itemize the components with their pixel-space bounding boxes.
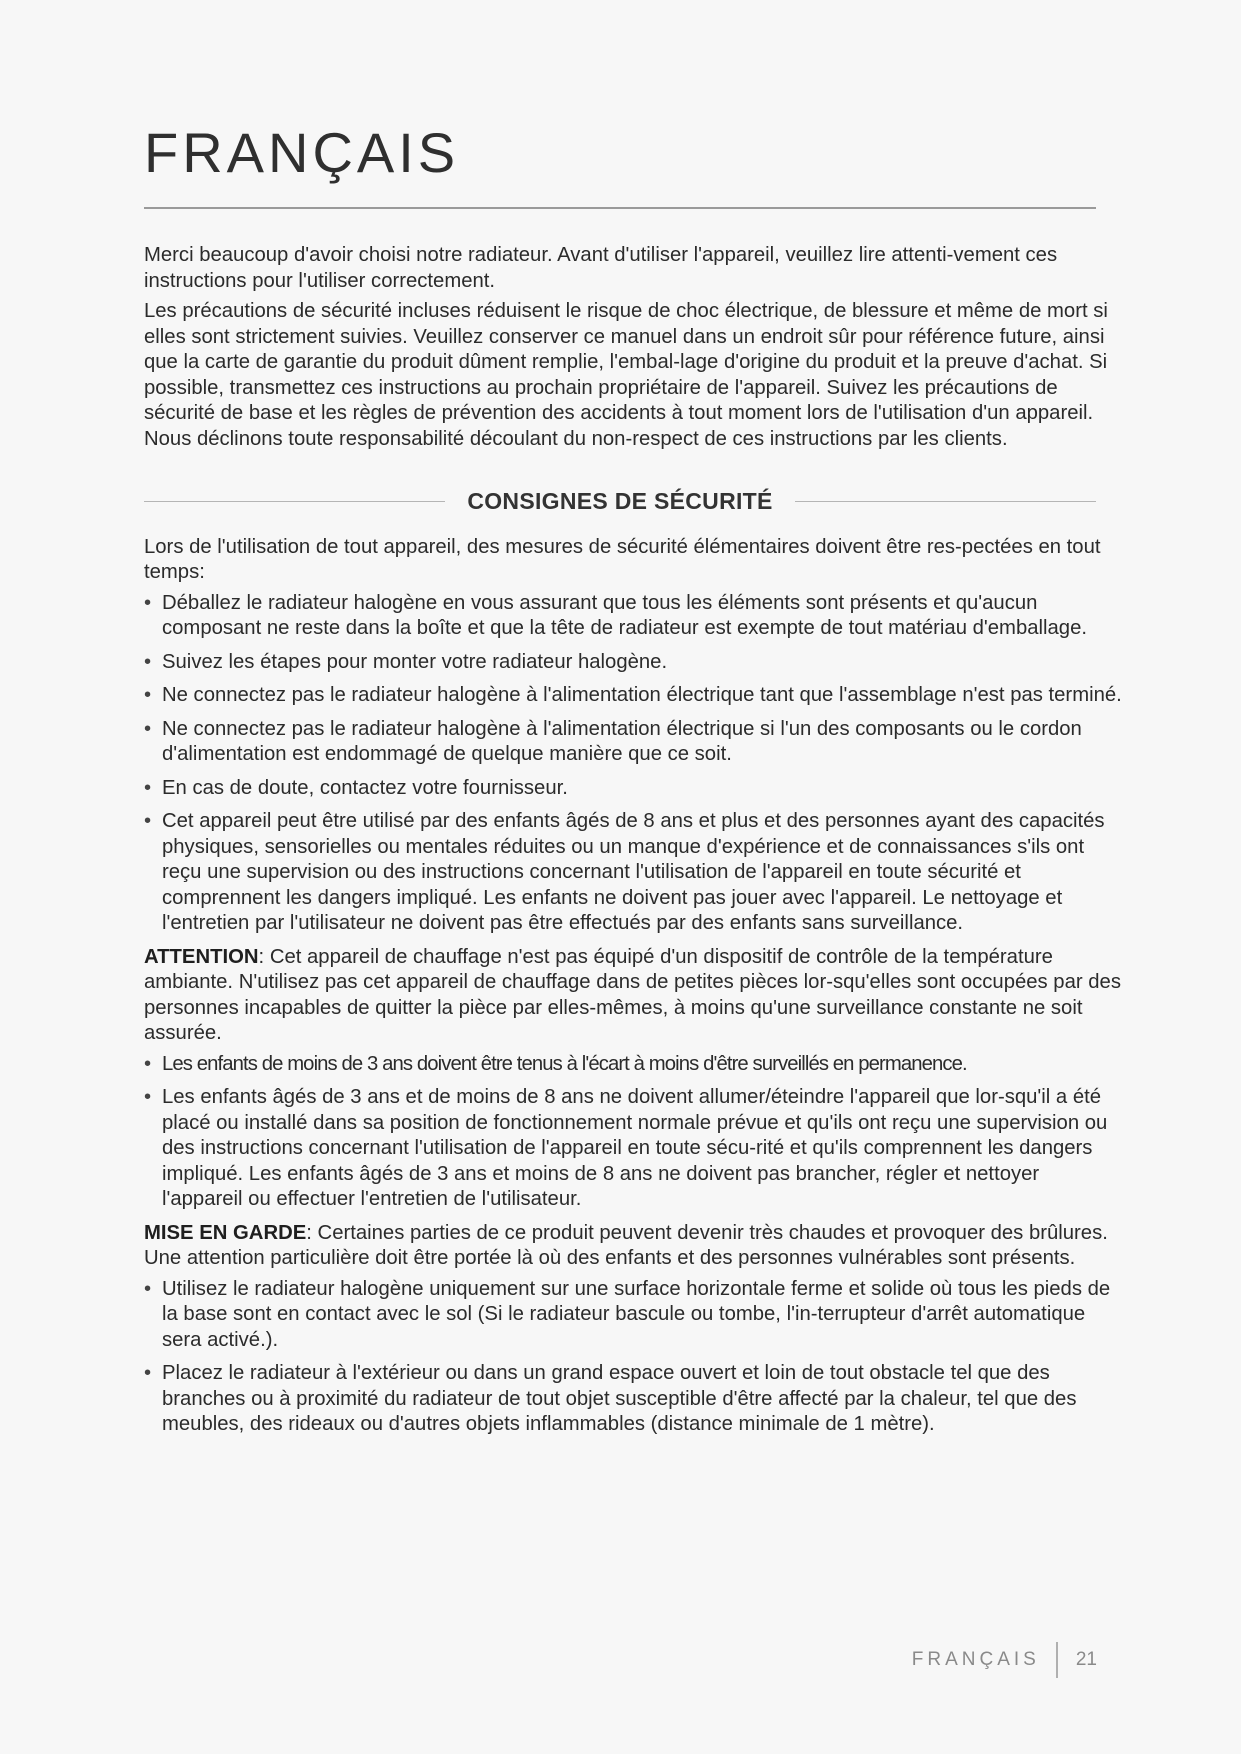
list-item: • Les enfants de moins de 3 ans doivent être tenus à l'écart à moins d'être surveillés en permanence. [144, 1052, 1124, 1078]
heading-rule-right [795, 501, 1096, 502]
intro-paragraph-2: Les précautions de sécurité incluses réduisent le risque de choc électrique, de blessure et même de mort si elles sont strictement suivies. Veuillez conserver ce manuel dans un endroit sûr pour référence future, ainsi que la carte de garantie du produit dûment remplie, l'embal-lage d'origine du produit et la preuve d'achat. Si possible, transmettez ces instructions au prochain propriétaire de l'appareil. Suivez les précautions de sécurité de base et les règles de prévention des accidents à tout moment lors de l'utilisation d'un appareil. Nous déclinons toute responsabilité découlant du non-respect de ces instructions par les clients. [144, 300, 1108, 450]
list-item: • Cet appareil peut être utilisé par des enfants âgés de 8 ans et plus et des personnes ayant des capacités physiques, sensorielles ou mentales réduites ou un manque d'expérience et de connaissances s'ils ont reçu une supervision ou des instructions concernant l'utilisation de l'appareil en toute sécurité et comprennent les dangers impliqué. Les enfants ne doivent pas jouer avec l'appareil. Le nettoyage et l'entretien par l'utilisateur ne doivent pas être effectués par des enfants sans surveillance. [144, 809, 1124, 937]
footer-divider [1056, 1642, 1058, 1678]
title-divider [144, 207, 1096, 209]
page-content [144, 243, 1124, 1446]
safety-list-3 [144, 1277, 1124, 1438]
page-footer [912, 1642, 1097, 1678]
list-item: • Suivez les étapes pour monter votre radiateur halogène. [144, 650, 1124, 676]
attention-label: ATTENTION [144, 945, 259, 968]
safety-list-1 [144, 591, 1124, 937]
list-item: • Ne connectez pas le radiateur halogène à l'alimentation électrique si l'un des composants ou le cordon d'alimentation est endommagé de quelque manière que ce soit. [144, 717, 1124, 768]
intro-paragraph-1: Merci beaucoup d'avoir choisi notre radiateur. Avant d'utiliser l'appareil, veuillez lire attenti-vement ces instructions pour l'utiliser correctement. [144, 244, 1058, 292]
list-item: • Les enfants âgés de 3 ans et de moins de 8 ans ne doivent allumer/éteindre l'appareil que lor-squ'il a été placé ou installé dans sa position de fonctionnement normale prévue et qu'ils ont reçu une supervision ou des instructions concernant l'utilisation de l'appareil en toute sécu-rité et qu'ils comprennent les dangers impliqué. Les enfants âgés de 3 ans et moins de 8 ans ne doivent pas brancher, régler et nettoyer l'appareil ou effectuer l'entretien de l'utilisateur. [144, 1085, 1124, 1213]
heading-rule-left [144, 501, 445, 502]
section-heading-label: CONSIGNES DE SÉCURITÉ [467, 488, 773, 514]
page-number: 21 [1075, 1649, 1097, 1670]
section-lead: Lors de l'utilisation de tout appareil, des mesures de sécurité élémentaires doivent être res-pectées en tout temps: [144, 535, 1101, 583]
list-item: • Utilisez le radiateur halogène uniquement sur une surface horizontale ferme et solide où tous les pieds de la base sont en contact avec le sol (Si le radiateur bascule ou tombe, l'in-terrupteur d'arrêt automatique sera activé.). [144, 1277, 1124, 1354]
safety-list-2 [144, 1052, 1124, 1213]
warning-text: : Certaines parties de ce produit peuvent devenir très chaudes et provoquer des brûlures. Une attention particulière doit être portée là où des enfants et des personnes vulnérables sont présents. [144, 1221, 1108, 1269]
warning-label: MISE EN GARDE [144, 1221, 307, 1244]
footer-language: FRANÇAIS [911, 1649, 1040, 1670]
list-item: • Ne connectez pas le radiateur halogène à l'alimentation électrique tant que l'assemblage n'est pas terminé. [144, 683, 1124, 709]
list-item: • Placez le radiateur à l'extérieur ou dans un grand espace ouvert et loin de tout obstacle tel que des branches ou à proximité du radiateur de tout objet susceptible d'être affecté par la chaleur, tel que des meubles, des rideaux ou d'autres objets inflammables (distance minimale de 1 mètre). [144, 1361, 1124, 1438]
page-title: FRANÇAIS [144, 121, 460, 184]
attention-paragraph [144, 945, 1124, 1047]
list-item: • En cas de doute, contactez votre fournisseur. [144, 776, 1124, 802]
attention-text: : Cet appareil de chauffage n'est pas équipé d'un dispositif de contrôle de la température ambiante. N'utilisez pas cet appareil de chauffage dans de petites pièces lor-squ'elles sont occupées par des personnes incapables de quitter la pièce par elles-mêmes, à moins qu'une surveillance constante ne soit assurée. [144, 945, 1121, 1044]
warning-paragraph [144, 1221, 1124, 1272]
section-heading [144, 489, 1096, 515]
list-item: • Déballez le radiateur halogène en vous assurant que tous les éléments sont présents et qu'aucun composant ne reste dans la boîte et que la tête de radiateur est exempte de tout matériau d'emballage. [144, 591, 1124, 642]
